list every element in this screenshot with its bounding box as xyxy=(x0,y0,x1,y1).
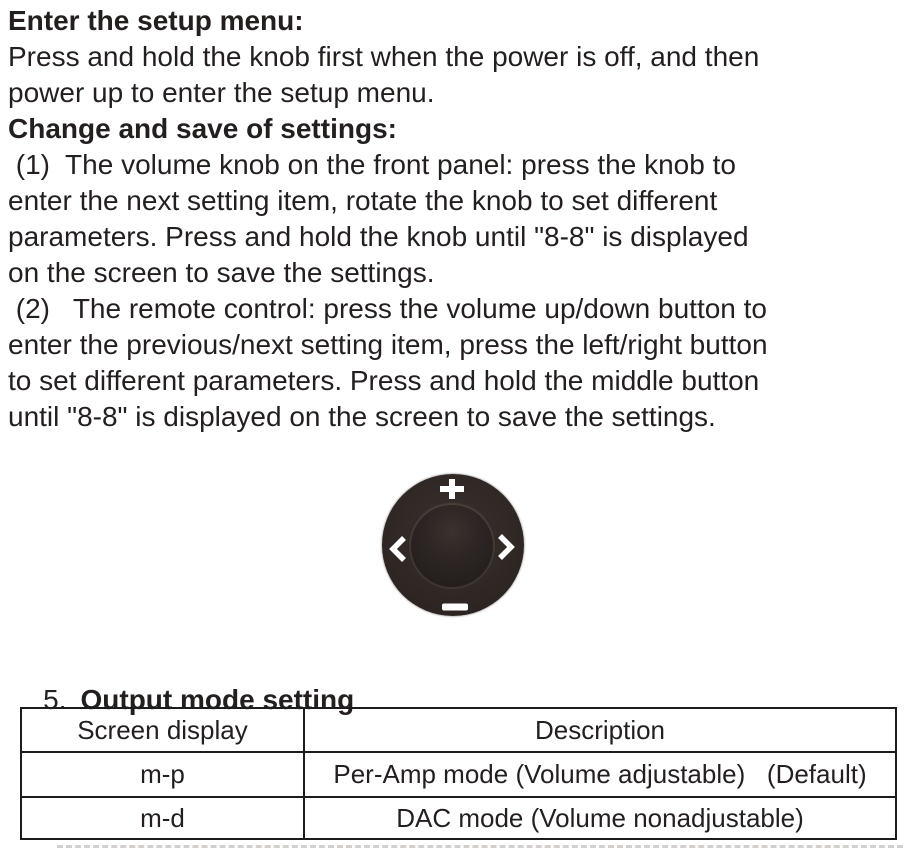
screen-display-value: m-d xyxy=(21,797,304,839)
section-title: Output mode setting xyxy=(80,684,355,715)
table-row-mp xyxy=(21,752,896,797)
section-number: 5. xyxy=(43,684,67,715)
body-line: power up to enter the setup menu. xyxy=(8,77,435,108)
description-value: Per-Amp mode (Volume adjustable) (Default) xyxy=(304,752,896,797)
col-header-screen-display: Screen display xyxy=(21,708,304,752)
body-line: on the screen to save the settings. xyxy=(8,257,435,288)
body-line: enter the next setting item, rotate the knob to set different xyxy=(8,185,718,216)
heading-enter-setup-menu: Enter the setup menu: xyxy=(8,5,304,36)
body-line: (2) The remote control: press the volume up/down button to xyxy=(8,293,767,324)
body-line: Press and hold the knob first when the power is off, and then xyxy=(8,41,760,72)
body-line: parameters. Press and hold the knob until "8-8" is displayed xyxy=(8,221,749,252)
instructions-text xyxy=(8,3,768,435)
body-line: (1) The volume knob on the front panel: press the knob to xyxy=(8,149,736,180)
navigation-knob-illustration xyxy=(382,474,524,616)
chevron-left-icon xyxy=(388,534,408,569)
knob-center-button xyxy=(411,505,493,587)
description-value: DAC mode (Volume nonadjustable) xyxy=(304,797,896,839)
body-line: until "8-8" is displayed on the screen to save the settings. xyxy=(8,401,716,432)
heading-change-save: Change and save of settings: xyxy=(8,113,397,144)
table-header-row xyxy=(21,708,896,752)
body-line: to set different parameters. Press and hold the middle button xyxy=(8,365,760,396)
body-line: enter the previous/next setting item, press the left/right button xyxy=(8,329,768,360)
plus-icon xyxy=(439,478,465,505)
scan-artifact-line xyxy=(57,845,903,848)
output-mode-table xyxy=(20,707,897,840)
table-row-md xyxy=(21,797,896,839)
minus-icon xyxy=(442,598,468,616)
chevron-right-icon xyxy=(496,532,516,567)
screen-display-value: m-p xyxy=(21,752,304,797)
col-header-description: Description xyxy=(304,708,896,752)
